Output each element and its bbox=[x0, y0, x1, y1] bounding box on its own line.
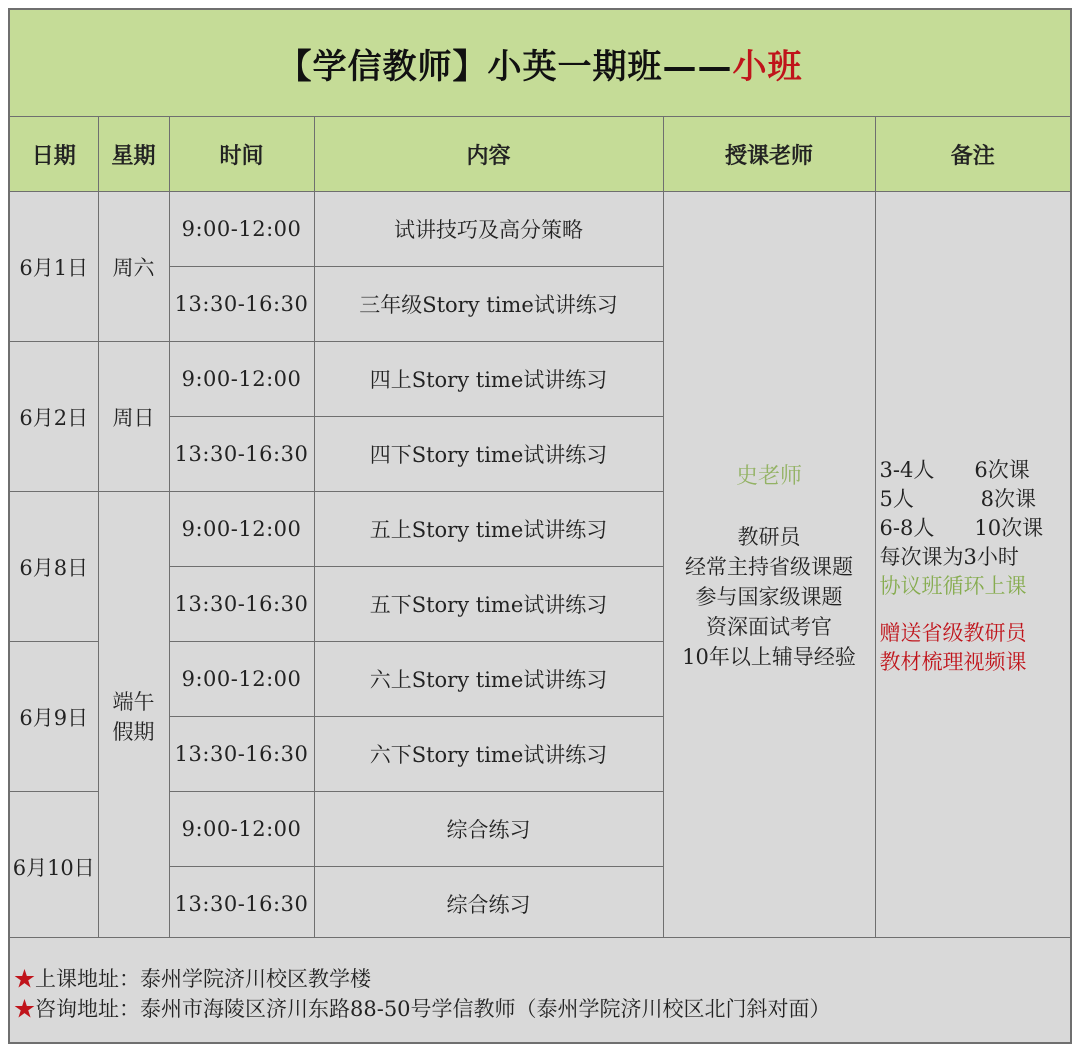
notes-cell bbox=[875, 192, 1070, 942]
content-cell: 五上Story time试讲练习 bbox=[314, 492, 663, 567]
schedule-sheet bbox=[8, 8, 1072, 1044]
note-red-line: 教材梳理视频课 bbox=[879, 650, 1027, 674]
header-row bbox=[10, 117, 1070, 192]
date-cell: 6月2日 bbox=[10, 342, 98, 492]
teacher-cell bbox=[663, 192, 875, 942]
note-line: 每次课为3小时 bbox=[879, 545, 1019, 569]
time-cell: 13:30-16:30 bbox=[169, 267, 314, 342]
title-highlight: 小班 bbox=[732, 46, 803, 87]
title-text: 【学信教师】小英一期班—— bbox=[277, 46, 733, 87]
content-cell: 综合练习 bbox=[314, 867, 663, 942]
note-highlight-green: 协议班循环上课 bbox=[879, 574, 1027, 598]
content-cell: 三年级Story time试讲练习 bbox=[314, 267, 663, 342]
class-address: 上课地址：泰州学院济川校区教学楼 bbox=[35, 967, 371, 991]
content-cell: 试讲技巧及高分策略 bbox=[314, 192, 663, 267]
date-cell: 6月9日 bbox=[10, 642, 98, 792]
date-cell: 6月10日 bbox=[10, 792, 98, 942]
note-line: 5人 8次课 bbox=[879, 487, 1036, 511]
weekday-cell: 周日 bbox=[98, 342, 169, 492]
note-line: 3-4人 6次课 bbox=[879, 458, 1030, 482]
time-cell: 13:30-16:30 bbox=[169, 867, 314, 942]
content-cell: 综合练习 bbox=[314, 792, 663, 867]
teacher-line: 10年以上辅导经验 bbox=[682, 644, 856, 669]
title-banner bbox=[10, 10, 1070, 117]
consult-address: 咨询地址：泰州市海陵区济川东路88-50号学信教师（泰州学院济川校区北门斜对面） bbox=[35, 997, 831, 1021]
weekday-cell: 端午 假期 bbox=[98, 492, 169, 942]
star-icon: ★ bbox=[14, 967, 35, 991]
table-row bbox=[10, 192, 1070, 267]
note-highlight-red bbox=[880, 619, 1071, 677]
time-cell: 9:00-12:00 bbox=[169, 342, 314, 417]
time-cell: 9:00-12:00 bbox=[169, 192, 314, 267]
header-notes: 备注 bbox=[875, 117, 1070, 192]
header-time: 时间 bbox=[169, 117, 314, 192]
teacher-line: 教研员 bbox=[737, 524, 801, 549]
time-cell: 9:00-12:00 bbox=[169, 492, 314, 567]
class-address-line bbox=[14, 964, 1070, 994]
header-content: 内容 bbox=[314, 117, 663, 192]
note-line: 6-8人 10次课 bbox=[879, 516, 1044, 540]
teacher-line: 参与国家级课题 bbox=[695, 584, 843, 609]
star-icon: ★ bbox=[14, 997, 35, 1021]
content-cell: 五下Story time试讲练习 bbox=[314, 567, 663, 642]
header-teacher: 授课老师 bbox=[663, 117, 875, 192]
time-cell: 13:30-16:30 bbox=[169, 717, 314, 792]
header-weekday: 星期 bbox=[98, 117, 169, 192]
teacher-name: 史老师 bbox=[735, 463, 802, 489]
date-cell: 6月8日 bbox=[10, 492, 98, 642]
time-cell: 13:30-16:30 bbox=[169, 567, 314, 642]
content-cell: 四下Story time试讲练习 bbox=[314, 417, 663, 492]
content-cell: 六下Story time试讲练习 bbox=[314, 717, 663, 792]
teacher-line: 经常主持省级课题 bbox=[685, 554, 853, 579]
time-cell: 9:00-12:00 bbox=[169, 642, 314, 717]
teacher-line: 资深面试考官 bbox=[706, 614, 832, 639]
content-cell: 四上Story time试讲练习 bbox=[314, 342, 663, 417]
note-red-line: 赠送省级教研员 bbox=[879, 621, 1027, 645]
schedule-table bbox=[10, 117, 1070, 942]
date-cell: 6月1日 bbox=[10, 192, 98, 342]
time-cell: 13:30-16:30 bbox=[169, 417, 314, 492]
time-cell: 9:00-12:00 bbox=[169, 792, 314, 867]
footer-addresses bbox=[10, 937, 1070, 1042]
weekday-cell: 周六 bbox=[98, 192, 169, 342]
header-date: 日期 bbox=[10, 117, 98, 192]
content-cell: 六上Story time试讲练习 bbox=[314, 642, 663, 717]
consult-address-line bbox=[14, 994, 1070, 1024]
